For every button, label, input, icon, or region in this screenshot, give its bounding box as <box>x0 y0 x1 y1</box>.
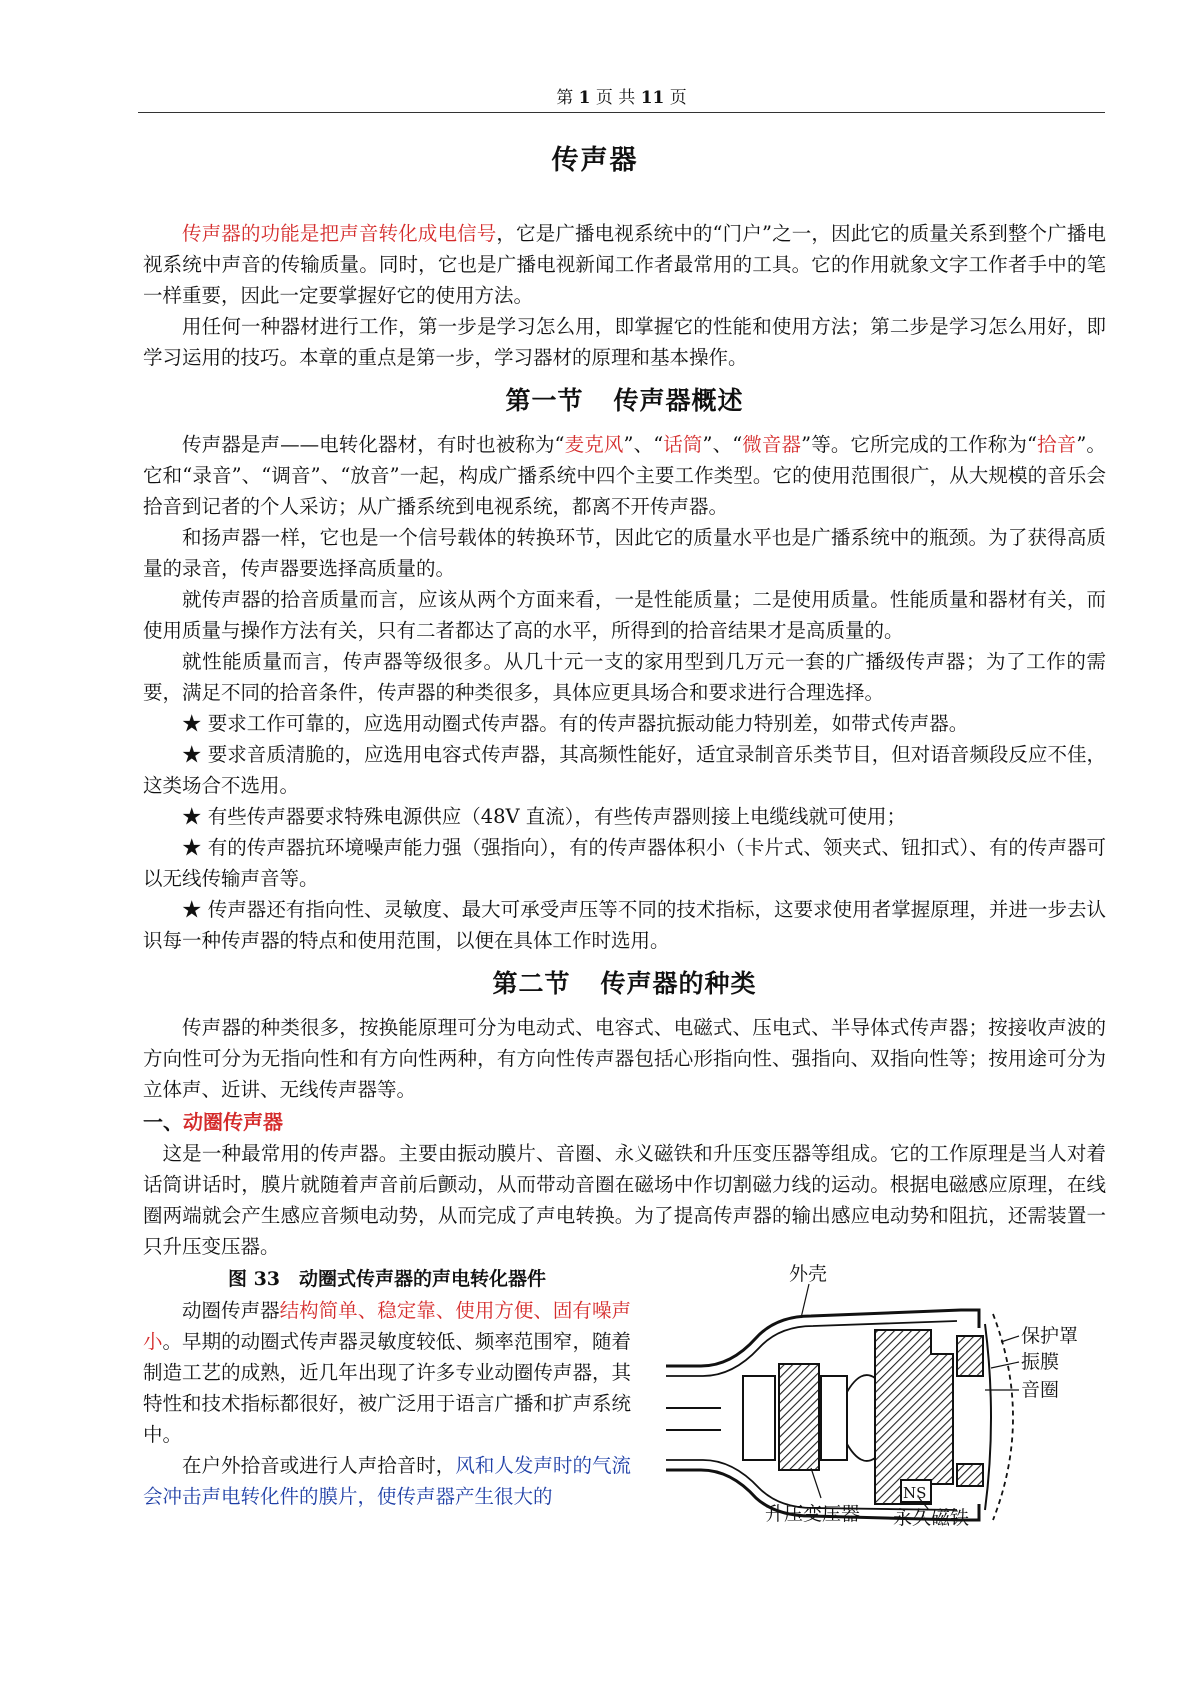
label-shell: 外壳 <box>789 1263 828 1285</box>
section-1-paragraph-4: 就性能质量而言，传声器等级很多。从几十元一支的家用型到几万元一套的广播级传声器；为了工作的需要，满足不同的拾音条件，传声器的种类很多，具体应更具场合和要求进行合理选择。 <box>143 650 1106 704</box>
ns-label: NS <box>903 1484 927 1502</box>
leader-line <box>811 1468 821 1498</box>
star-item-5: ★ 传声器还有指向性、灵敏度、最大可承受声压等不同的技术指标，这要求使用者掌握原理，并进一步去认识每一种传声器的特点和使用范围，以便在具体工作时选用。 <box>143 898 1106 952</box>
figure-block <box>143 1263 1106 1528</box>
microphone-diagram-svg <box>661 1258 1101 1528</box>
leader-line <box>1001 1336 1019 1342</box>
page-total: 11 <box>640 88 665 108</box>
document-title: 传声器 <box>551 145 639 176</box>
page-mid: 页 共 <box>595 88 636 108</box>
star-item-2: ★ 要求音质清脆的，应选用电容式传声器，其高频性能好，适宜录制音乐类节目，但对语音频段反应不佳，这类场合不选用。 <box>143 743 1106 797</box>
section-1-heading: 第一节 传声器概述 <box>505 386 744 415</box>
figure-caption: 图 33 动圈式传声器的声电转化器件 <box>227 1268 547 1290</box>
star-item-4: ★ 有的传声器抗环境噪声能力强（强指向），有的传声器体积小（卡片式、领夹式、钮扣式）、有的传声器可以无线传输声音等。 <box>143 836 1106 890</box>
intro-paragraph-2: 用任何一种器材进行工作，第一步是学习怎么用，即掌握它的性能和使用方法；第二步是学习怎么用好，即学习运用的技巧。本章的重点是第一步，学习器材的原理和基本操作。 <box>143 315 1106 369</box>
leader-line <box>991 1362 1019 1368</box>
label-guard: 保护罩 <box>1021 1325 1079 1347</box>
page-number: 1 <box>578 88 591 108</box>
pole-piece <box>957 1336 983 1376</box>
pole-piece-bottom <box>957 1464 983 1486</box>
section-1-paragraph-1: 传声器是声——电转化器材，有时也被称为“麦克风”、“话筒”、“微音器”等。它所完成的工作称为“拾音”。它和“录音”、“调音”、“放音”一起，构成广播系统中四个主要工作类型。它的使用范围很广，从大规模的音乐会拾音到记者的个人采访；从广播系统到电视系统，都离不开传声器。 <box>143 433 1106 518</box>
wire <box>847 1375 875 1392</box>
figure-text-column <box>143 1264 631 1512</box>
page-prefix: 第 <box>556 88 574 108</box>
transformer-coil <box>779 1364 819 1470</box>
intro-paragraph-1: 传声器的功能是把声音转化成电信号，它是广播电视系统中的“门户”之一，因此它的质量关系到整个广播电视系统中声音的传输质量。同时，它也是广播电视新闻工作者最常用的工具。它的作用就象文字工作者手中的笔一样重要，因此一定要掌握好它的使用方法。 <box>143 222 1106 307</box>
diaphragm <box>985 1324 991 1510</box>
document-body <box>143 218 1106 1528</box>
section-2-heading: 第二节 传声器的种类 <box>492 969 757 998</box>
section-2-paragraph-1: 传声器的种类很多，按换能原理可分为电动式、电容式、电磁式、压电式、半导体式传声器；按接收声波的方向性可分为无指向性和有方向性两种，有方向性传声器包括心形指向性、强指向、双指向性等；按用途可分为立体声、近讲、无线传声器等。 <box>143 1016 1106 1101</box>
page-header <box>138 84 1105 113</box>
label-diaphragm: 振膜 <box>1021 1351 1060 1373</box>
label-coil: 音圈 <box>1021 1379 1060 1401</box>
magnet-block <box>875 1330 953 1504</box>
leader-line <box>801 1284 809 1318</box>
figure-paragraph-1: 动圈传声器结构简单、稳定靠、使用方便、固有噪声小。早期的动圈式传声器灵敏度较低、频率范围窄，随着制造工艺的成熟，近几年出现了许多专业动圈传声器，其特性和技术指标都很好，被广泛用于语言广播和扩声系统中。 <box>143 1299 631 1446</box>
star-item-3: ★ 有些传声器要求特殊电源供应（48V 直流），有些传声器则接上电缆线就可使用； <box>182 805 907 828</box>
label-magnet: 永久磁铁 <box>893 1507 970 1528</box>
figure-paragraph-2: 在户外拾音或进行人声拾音时，风和人发声时的气流会冲击声电转化件的膜片，使传声器产生很大的 <box>143 1454 631 1508</box>
page-suffix: 页 <box>669 88 687 108</box>
subsection-paragraph-1: 这是一种最常用的传声器。主要由振动膜片、音圈、永义磁铁和升压变压器等组成。它的工作原理是当人对着话筒讲话时，膜片就随着声音前后颤动，从而带动音圈在磁场中作切割磁力线的运动。根据电磁感应原理，在线圈两端就会产生感应音频电动势，从而完成了声电转换。为了提高传声器的输出感应电动势和阻抗，还需装置一只升压变压器。 <box>143 1142 1106 1258</box>
section-1-paragraph-2: 和扬声器一样，它也是一个信号载体的转换环节，因此它的质量水平也是广播系统中的瓶颈。为了获得高质量的录音，传声器要选择高质量的。 <box>143 526 1106 580</box>
protective-guard <box>993 1314 1013 1520</box>
transformer-core <box>743 1376 775 1460</box>
wire <box>847 1444 875 1461</box>
star-item-1: ★ 要求工作可靠的，应选用动圈式传声器。有的传声器抗振动能力特别差，如带式传声器。 <box>182 712 969 735</box>
section-1-paragraph-3: 就传声器的拾音质量而言，应该从两个方面来看，一是性能质量；二是使用质量。性能质量和器材有关，而使用质量与操作方法有关，只有二者都达了高的水平，所得到的拾音结果才是高质量的。 <box>143 588 1106 642</box>
subsection-heading: 一、动圈传声器 <box>143 1110 283 1134</box>
microphone-diagram <box>661 1258 1101 1528</box>
label-transformer: 升压变压器 <box>765 1503 861 1525</box>
transformer-core-right <box>821 1376 847 1460</box>
